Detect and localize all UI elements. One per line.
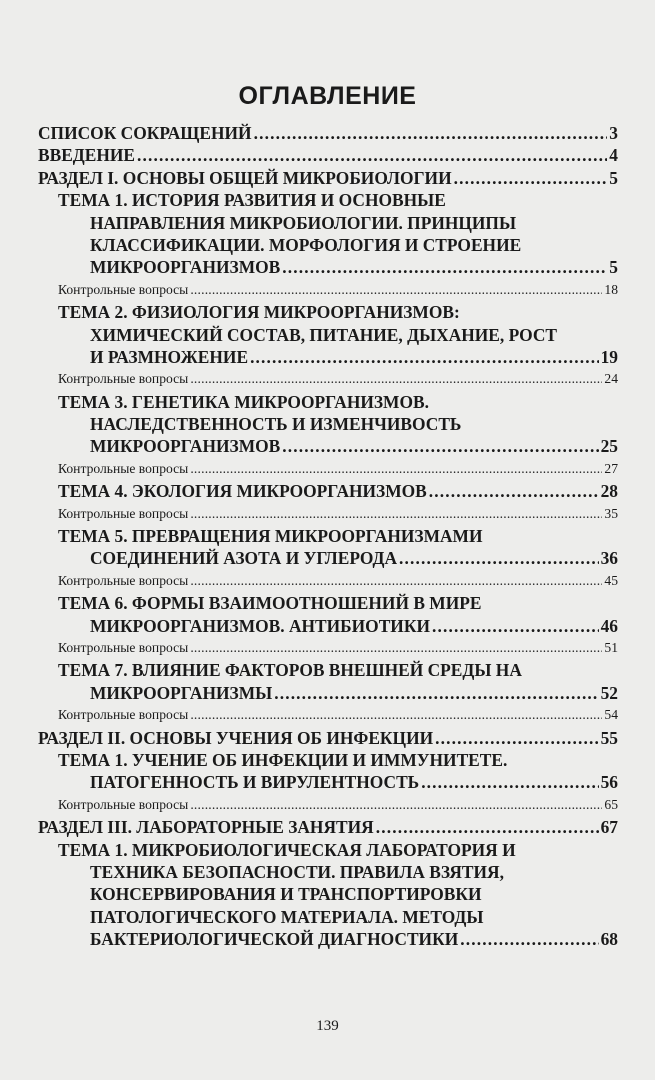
toc-page-number: 4 xyxy=(609,145,618,166)
toc-entry-line: ТЕМА 6. ФОРМЫ ВЗАИМООТНОШЕНИЙ В МИРЕ xyxy=(58,593,482,614)
toc-subentry[interactable] xyxy=(38,503,618,525)
dot-leader xyxy=(282,435,598,457)
dot-leader xyxy=(190,704,602,726)
toc-entry[interactable] xyxy=(38,592,618,637)
toc-entry-title: Контрольные вопросы xyxy=(58,505,189,521)
toc-subentry[interactable] xyxy=(38,279,618,301)
toc-entry-title: МИКРООРГАНИЗМОВ. АНТИБИОТИКИ xyxy=(90,615,430,636)
toc-subentry[interactable] xyxy=(38,570,618,592)
dot-leader xyxy=(190,458,602,480)
toc-entry-title: ВВЕДЕНИЕ xyxy=(38,145,136,166)
toc-entry-title: Контрольные вопросы xyxy=(58,371,189,387)
toc-page-number: 46 xyxy=(600,615,618,636)
toc-entry-title: БАКТЕРИОЛОГИЧЕСКОЙ ДИАГНОСТИКИ xyxy=(90,929,459,950)
toc-entry-last-line xyxy=(38,435,618,457)
toc-entry-line: КОНСЕРВИРОВАНИЯ И ТРАНСПОРТИРОВКИ xyxy=(90,884,482,905)
toc-entry-last-line xyxy=(38,346,618,368)
toc-page-number: 24 xyxy=(604,371,618,387)
toc-entry-last-line xyxy=(38,704,618,726)
toc-subentry[interactable] xyxy=(38,458,618,480)
dot-leader xyxy=(274,682,598,704)
toc-entry-title: И РАЗМНОЖЕНИЕ xyxy=(90,346,249,367)
toc-entry-line: ТЕМА 1. УЧЕНИЕ ОБ ИНФЕКЦИИ И ИММУНИТЕТЕ. xyxy=(58,749,508,770)
dot-leader xyxy=(399,547,599,569)
toc-entry[interactable] xyxy=(38,749,618,794)
toc-entry-line: ТЕМА 7. ВЛИЯНИЕ ФАКТОРОВ ВНЕШНЕЙ СРЕДЫ НА xyxy=(58,660,522,681)
toc-subentry[interactable] xyxy=(38,794,618,816)
toc-page-number: 19 xyxy=(600,346,618,367)
toc-page-number: 55 xyxy=(600,727,618,748)
toc-entry[interactable] xyxy=(38,480,618,502)
toc-page-number: 36 xyxy=(600,548,618,569)
toc-entry-last-line xyxy=(38,144,618,166)
toc-entry-last-line xyxy=(38,928,618,950)
page-title: ОГЛАВЛЕНИЕ xyxy=(238,82,417,110)
toc-page-number: 67 xyxy=(600,817,618,838)
toc-entry-line: КЛАССИФИКАЦИИ. МОРФОЛОГИЯ И СТРОЕНИЕ xyxy=(90,234,522,255)
toc-page-number: 18 xyxy=(604,281,618,297)
toc-entry-last-line xyxy=(38,503,618,525)
toc-entry-title: Контрольные вопросы xyxy=(58,796,189,812)
dot-leader xyxy=(190,368,602,390)
toc-subentry[interactable] xyxy=(38,704,618,726)
toc-entry-last-line xyxy=(38,167,618,189)
dot-leader xyxy=(435,727,598,749)
dot-leader xyxy=(137,144,607,166)
toc-entry-line: ТЕМА 1. МИКРОБИОЛОГИЧЕСКАЯ ЛАБОРАТОРИЯ И xyxy=(58,839,516,860)
toc-entry-last-line xyxy=(38,570,618,592)
toc-entry-last-line xyxy=(38,256,618,278)
toc-page-number: 25 xyxy=(600,436,618,457)
toc-page-number: 65 xyxy=(604,796,618,812)
dot-leader xyxy=(190,637,602,659)
toc-page-number: 68 xyxy=(600,929,618,950)
toc-entry-line: ХИМИЧЕСКИЙ СОСТАВ, ПИТАНИЕ, ДЫХАНИЕ, РОСТ xyxy=(90,324,558,345)
toc-entry-title: СОЕДИНЕНИЙ АЗОТА И УГЛЕРОДА xyxy=(90,548,398,569)
toc-entry[interactable] xyxy=(38,144,618,166)
dot-leader xyxy=(429,480,599,502)
toc-entry[interactable] xyxy=(38,167,618,189)
toc-entry-title: МИКРООРГАНИЗМОВ xyxy=(90,436,281,457)
dot-leader xyxy=(460,928,598,950)
toc-entry-title: РАЗДЕЛ I. ОСНОВЫ ОБЩЕЙ МИКРОБИОЛОГИИ xyxy=(38,167,452,188)
dot-leader xyxy=(250,346,599,368)
dot-leader xyxy=(254,122,608,144)
toc-entry-last-line xyxy=(38,615,618,637)
toc-entry[interactable] xyxy=(38,816,618,838)
toc-entry-last-line xyxy=(38,368,618,390)
toc-page-number: 35 xyxy=(604,505,618,521)
dot-leader xyxy=(190,503,602,525)
toc-entry-last-line xyxy=(38,682,618,704)
toc-entry-last-line xyxy=(38,727,618,749)
toc-entry-line: ТЕХНИКА БЕЗОПАСНОСТИ. ПРАВИЛА ВЗЯТИЯ, xyxy=(90,861,504,882)
toc-entry[interactable] xyxy=(38,839,618,951)
toc-entry-title: Контрольные вопросы xyxy=(58,460,189,476)
toc-page-number: 54 xyxy=(604,707,618,723)
toc-entry[interactable] xyxy=(38,659,618,704)
toc-entry-last-line xyxy=(38,637,618,659)
toc-entry-title: Контрольные вопросы xyxy=(58,572,189,588)
toc-entry-title: ТЕМА 4. ЭКОЛОГИЯ МИКРООРГАНИЗМОВ xyxy=(58,481,427,502)
toc-entry-last-line xyxy=(38,794,618,816)
dot-leader xyxy=(454,167,608,189)
toc-entry-title: Контрольные вопросы xyxy=(58,707,189,723)
dot-leader xyxy=(190,794,602,816)
toc-page-number: 5 xyxy=(609,167,618,188)
toc-entry-line: НАПРАВЛЕНИЯ МИКРОБИОЛОГИИ. ПРИНЦИПЫ xyxy=(90,212,517,233)
toc-page-number: 5 xyxy=(609,257,618,278)
toc-entry[interactable] xyxy=(38,122,618,144)
toc-entry[interactable] xyxy=(38,301,618,368)
toc-page-number: 52 xyxy=(600,682,618,703)
dot-leader xyxy=(190,279,602,301)
toc-subentry[interactable] xyxy=(38,637,618,659)
toc-entry-line: ПАТОЛОГИЧЕСКОГО МАТЕРИАЛА. МЕТОДЫ xyxy=(90,906,484,927)
toc-entry-last-line xyxy=(38,816,618,838)
toc-entry-title: РАЗДЕЛ III. ЛАБОРАТОРНЫЕ ЗАНЯТИЯ xyxy=(38,817,374,838)
toc-entry-title: Контрольные вопросы xyxy=(58,639,189,655)
dot-leader xyxy=(432,615,599,637)
toc-entry-last-line xyxy=(38,122,618,144)
toc-page-number: 56 xyxy=(600,772,618,793)
toc-entry-title: МИКРООРГАНИЗМОВ xyxy=(90,257,281,278)
toc-page-number: 51 xyxy=(604,639,618,655)
toc-entry[interactable] xyxy=(38,391,618,458)
toc-entry-line: ТЕМА 3. ГЕНЕТИКА МИКРООРГАНИЗМОВ. xyxy=(58,391,429,412)
toc-entry[interactable] xyxy=(38,525,618,570)
toc-entry-title: РАЗДЕЛ II. ОСНОВЫ УЧЕНИЯ ОБ ИНФЕКЦИИ xyxy=(38,727,434,748)
toc-entry-line: ТЕМА 5. ПРЕВРАЩЕНИЯ МИКРООРГАНИЗМАМИ xyxy=(58,526,483,547)
dot-leader xyxy=(282,256,607,278)
dot-leader xyxy=(376,816,599,838)
toc-entry[interactable] xyxy=(38,189,618,279)
toc-entry-title: ПАТОГЕННОСТЬ И ВИРУЛЕНТНОСТЬ xyxy=(90,772,420,793)
toc-entry-last-line xyxy=(38,547,618,569)
toc-page-number: 28 xyxy=(600,481,618,502)
toc-entry-title: Контрольные вопросы xyxy=(58,281,189,297)
toc-entry-last-line xyxy=(38,771,618,793)
dot-leader xyxy=(421,771,598,793)
page-number: 139 xyxy=(316,1018,339,1034)
toc-entry-last-line xyxy=(38,279,618,301)
table-of-contents xyxy=(38,122,618,950)
toc-entry-line: ТЕМА 1. ИСТОРИЯ РАЗВИТИЯ И ОСНОВНЫЕ xyxy=(58,190,446,211)
dot-leader xyxy=(190,570,602,592)
toc-entry-last-line xyxy=(38,480,618,502)
toc-entry[interactable] xyxy=(38,727,618,749)
toc-page-number: 45 xyxy=(604,572,618,588)
toc-entry-title: СПИСОК СОКРАЩЕНИЙ xyxy=(38,123,252,143)
toc-entry-line: НАСЛЕДСТВЕННОСТЬ И ИЗМЕНЧИВОСТЬ xyxy=(90,414,462,435)
toc-subentry[interactable] xyxy=(38,368,618,390)
toc-entry-last-line xyxy=(38,458,618,480)
toc-page-number: 3 xyxy=(609,123,618,143)
toc-page-number: 27 xyxy=(604,460,618,476)
toc-entry-line: ТЕМА 2. ФИЗИОЛОГИЯ МИКРООРГАНИЗМОВ: xyxy=(58,302,460,323)
toc-entry-title: МИКРООРГАНИЗМЫ xyxy=(90,682,273,703)
